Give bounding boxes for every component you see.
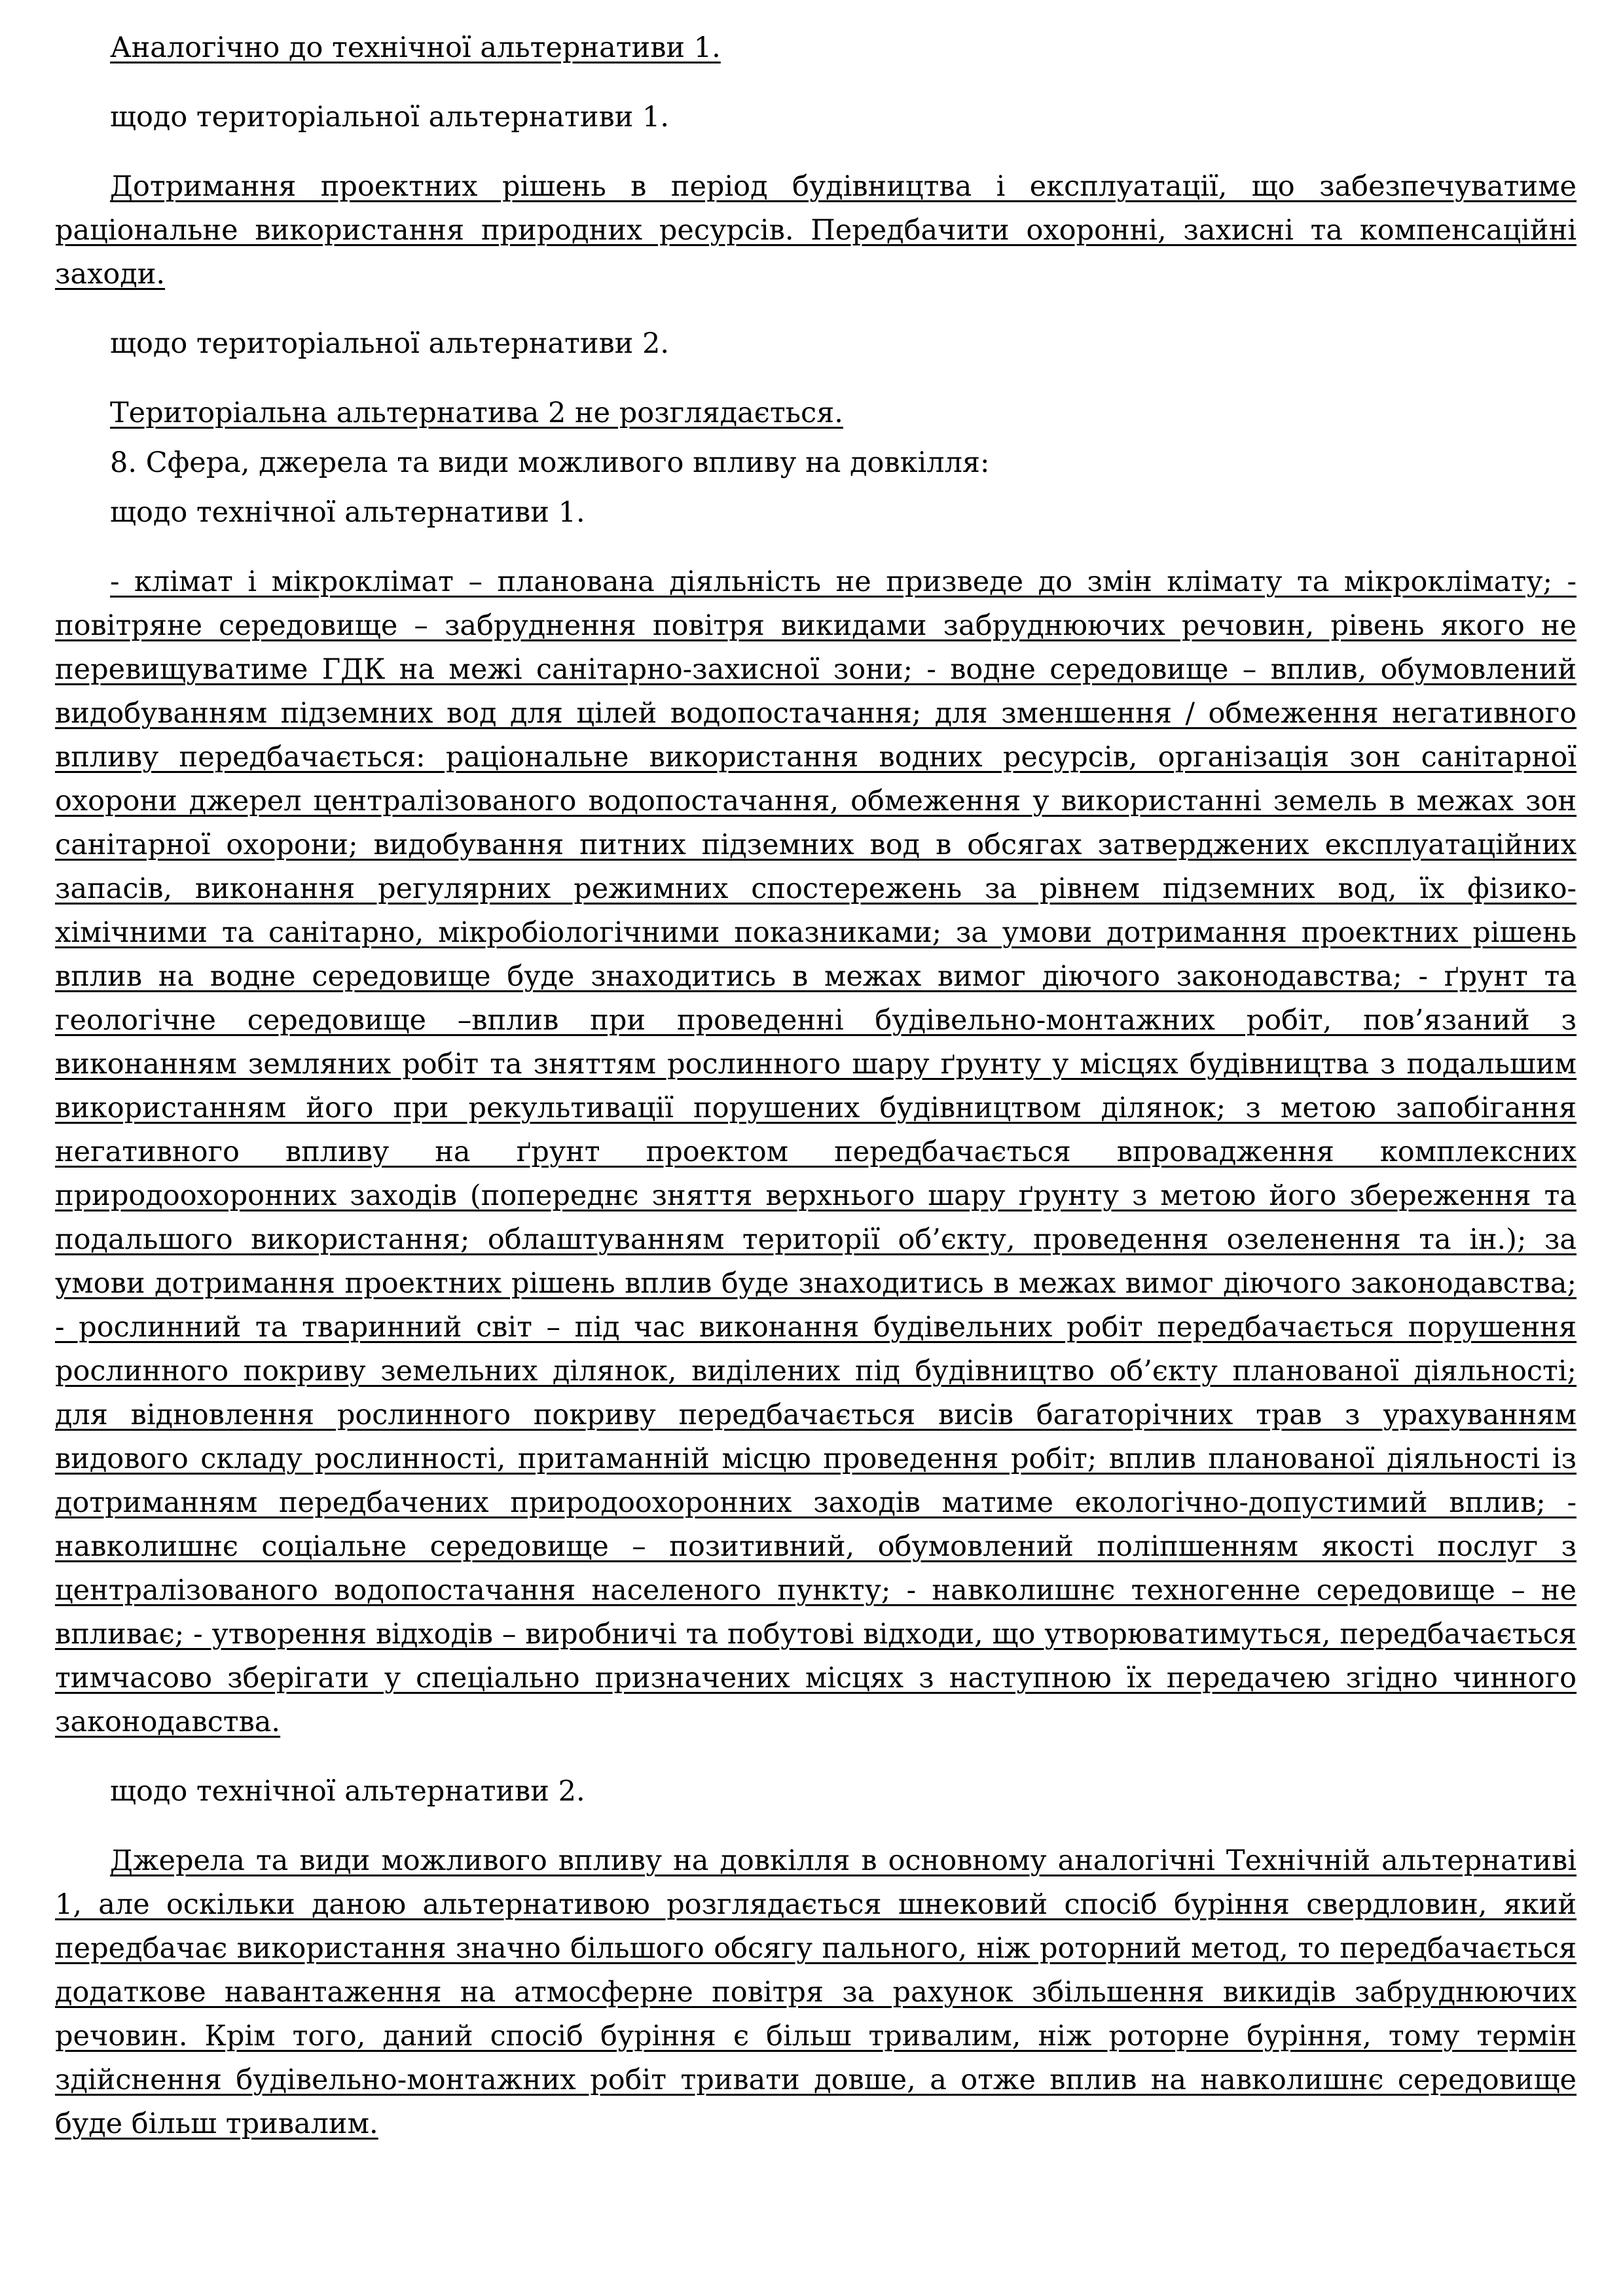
paragraph-7: щодо технічної альтернативи 1. [110,496,585,529]
paragraph-5: Територіальна альтернатива 2 не розглядається. [110,397,843,429]
paragraph-8: - клімат і мікроклімат – планована діяльність не призведе до змін клімату та мікроклімату; - повітряне середовище – забруднення повітря викидами забруднюючих речовин, рівень якого не перевищуватиме ГДК на межі санітарно-захисної зони; - водне середовище – вплив, обумовлений видобуванням підземних вод для цілей водопостачання; для зменшення / обмеження негативного впливу передбачається: раціональне використання водних ресурсів, організація зон санітарної охорони джерел централізованого водопостачання, обмеження у використанні земель в межах зон санітарної охорони; видобування питних підземних вод в обсягах затверджених експлуатаційних запасів, виконання регулярних режимних спостережень за рівнем підземних вод, їх фізико-хімічними та санітарно, мікробіологічними показниками; за умови дотримання проектних рішень вплив на водне середовище буде знаходитись в межах вимог діючого законодавства; - ґрунт та геологічне середовище –вплив при проведенні будівельно-монтажних робіт, пов’язаний з виконанням земляних робіт та зняттям рослинного шару ґрунту у місцях будівництва з подальшим використанням його при рекультивації порушених будівництвом ділянок; з метою запобігання негативного впливу на ґрунт проектом передбачається впровадження комплексних природоохоронних заходів (попереднє зняття верхнього шару ґрунту з метою його збереження та подальшого використання; облаштуванням території об’єкту, проведення озеленення та ін.); за умови дотримання проектних рішень вплив буде знаходитись в межах вимог діючого законодавства; - рослинний та тваринний світ – під час виконання будівельних робіт передбачається порушення рослинного покриву земельних ділянок, виділених під будівництво об’єкту планованої діяльності; для відновлення рослинного покриву передбачається висів багаторічних трав з урахуванням видового складу рослинності, притаманній місцю проведення робіт; вплив планованої діяльності із дотриманням передбачених природоохоронних заходів матиме екологічно-допустимий вплив; - навколишнє соціальне середовище – позитивний, обумовлений поліпшенням якості послуг з централізованого водопостачання населеного пункту; - навколишнє техногенне середовище – не впливає; - утворення відходів – виробничі та побутові відходи, що утворюватимуться, передбачається тимчасово зберігати у спеціально призначених місцях з наступною їх передачею згідно чинного законодавства. [55,565,1577,1738]
paragraph-2: щодо територіальної альтернативи 1. [110,101,670,134]
section-8-heading: 8. Сфера, джерела та види можливого впливу на довкілля: [110,446,990,479]
document-page [55,26,1577,2146]
paragraph-1: Аналогічно до технічної альтернативи 1. [110,31,721,64]
paragraph-10: Джерела та види можливого впливу на довкілля в основному аналогічні Технічній альтернативі 1, але оскільки даною альтернативою розглядається шнековий спосіб буріння свердловин, який передбачає використання значно більшого обсягу пального, ніж роторний метод, то передбачається додаткове навантаження на атмосферне повітря за рахунок збільшення викидів забруднюючих речовин. Крім того, даний спосіб буріння є більш тривалим, ніж роторне буріння, тому термін здійснення будівельно-монтажних робіт тривати довше, а отже вплив на навколишнє середовище буде більш тривалим. [55,1844,1577,2140]
paragraph-4: щодо територіальної альтернативи 2. [110,327,670,360]
paragraph-3: Дотримання проектних рішень в період будівництва і експлуатації, що забезпечуватиме раціональне використання природних ресурсів. Передбачити охоронні, захисні та компенсаційні заходи. [55,170,1577,291]
paragraph-9: щодо технічної альтернативи 2. [110,1775,585,1808]
